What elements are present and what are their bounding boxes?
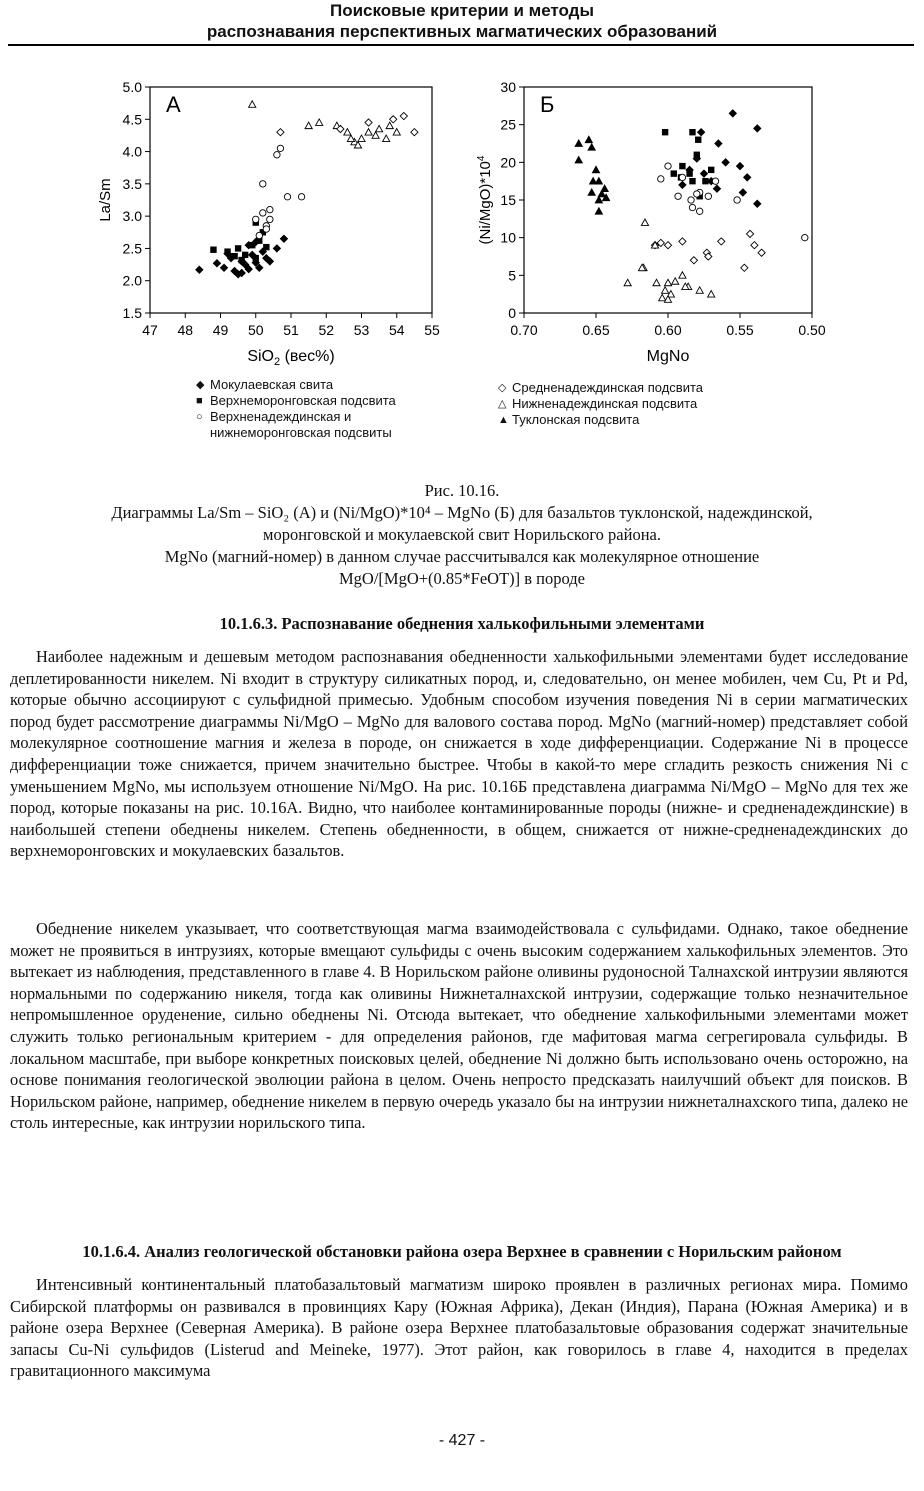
section-title-10-1-6-3: 10.1.6.3. Распознавание обеднения халькофильными элементами xyxy=(219,614,705,633)
data-point xyxy=(662,129,668,135)
legend-label: Средненадеждинская подсвита xyxy=(512,380,703,395)
x-tick-label: 55 xyxy=(424,322,440,338)
data-point xyxy=(298,194,304,200)
data-point xyxy=(400,112,407,119)
data-point xyxy=(695,137,701,143)
y-tick-label: 0 xyxy=(508,305,516,321)
filled-square-icon: ■ xyxy=(196,395,203,407)
data-point xyxy=(595,208,602,214)
data-point xyxy=(641,219,648,225)
data-point xyxy=(662,287,669,293)
running-header xyxy=(0,0,924,42)
data-point xyxy=(347,135,354,141)
data-point xyxy=(696,287,703,293)
legend-right xyxy=(498,380,798,428)
data-point xyxy=(744,174,751,181)
data-point xyxy=(679,238,686,245)
data-point xyxy=(575,140,582,146)
data-point xyxy=(595,196,602,202)
data-point xyxy=(679,181,686,188)
x-axis-label-subscript: 2 xyxy=(274,356,281,368)
data-series-triangle-filled xyxy=(575,136,610,214)
data-point xyxy=(696,208,702,214)
y-tick-label: 5 xyxy=(508,267,516,284)
data-point xyxy=(253,255,259,261)
data-point xyxy=(220,264,227,271)
data-point xyxy=(715,140,722,147)
header-rule xyxy=(8,44,914,46)
y-tick-label: 25 xyxy=(500,116,516,133)
paragraph: Наиболее надежным и дешевым методом распознавания обедненности халькофильными элементами будет исследование деплетированности никелем. Ni входит в структуру силикатных пород, и, следовательно, он менее мобилен, чем Cu, Pt и Pd, которые обычно ассоциируют с сульфидной примесью. Удобным способом изучения поведения Ni в серии магматических пород будет рассмотрение диаграммы Ni/MgO – MgNo для валового состава пород. MgNo (магний-номер) представляет собой молекулярное соотношение магния и железа в породе, он снижается в ходе дифференциации. Содержание Ni в процессе дифференциации тоже снижается, причем значительно быстрее. Чтобы в какой-то мере сгладить резкость снижения Ni с уменьшением MgNo, мы используем отношение Ni/MgO. На рис. 10.16Б представлена диаграмма Ni/MgO – MgNo для тех же пород, которые показаны на рис. 10.16А. Видно, что наиболее контаминированные породы (нижне- и средненадеждинские) в наибольшей степени обеднены никелем. Степень обедненности, в общем, снижается от нижне-средненадеждинских до верхнеморонговских и мокулаевских базальтов. xyxy=(10,647,908,861)
y-tick-label: 4.5 xyxy=(122,111,142,128)
data-point xyxy=(658,176,664,182)
data-series-circle-open xyxy=(253,145,305,239)
legend-item-lower-nadezhdinsk xyxy=(498,396,798,412)
open-triangle-icon: △ xyxy=(498,398,507,410)
legend-label: Верхненадеждинская и нижнеморонговская подсвиты xyxy=(210,409,392,440)
data-series-circle-open xyxy=(658,163,808,241)
legend-item-upper-nadezhdinsk xyxy=(196,409,486,441)
data-point xyxy=(700,170,707,177)
x-tick-label: 50 xyxy=(247,322,264,338)
data-point xyxy=(213,260,220,267)
data-point xyxy=(253,216,259,222)
caption-line5: MgO/[MgO+(0.85*FeOT)] в породе xyxy=(338,569,586,588)
data-point xyxy=(802,234,808,240)
data-point xyxy=(734,197,740,203)
data-point xyxy=(718,238,725,245)
data-point xyxy=(284,194,290,200)
data-point xyxy=(411,129,418,136)
data-point xyxy=(722,159,729,166)
data-point xyxy=(305,122,312,128)
x-tick-label: 0.60 xyxy=(654,322,682,338)
filled-triangle-icon: ▲ xyxy=(498,414,509,426)
data-point xyxy=(365,119,372,126)
caption-line4: MgNo (магний-номер) в данном случае рассчитывался как молекулярное отношение xyxy=(164,547,760,566)
data-point xyxy=(249,242,255,248)
data-point xyxy=(231,253,237,259)
data-point xyxy=(390,116,397,123)
y-tick-label: 2.0 xyxy=(122,272,142,289)
legend-label: Нижненадеждинская подсвита xyxy=(512,396,698,411)
y-tick-label: 4.0 xyxy=(122,143,142,160)
x-axis-label: MgNo xyxy=(646,348,690,365)
x-tick-label: 0.65 xyxy=(582,322,610,338)
x-tick-label: 0.55 xyxy=(726,322,754,338)
data-point xyxy=(588,144,595,150)
x-tick-label: 47 xyxy=(142,322,158,338)
legend-left xyxy=(196,377,486,441)
x-tick-label: 0.70 xyxy=(510,322,538,338)
legend-label: Мокулаевская свита xyxy=(210,377,334,392)
data-point xyxy=(698,129,705,136)
data-point xyxy=(708,167,714,173)
filled-diamond-icon: ◆ xyxy=(196,379,205,391)
data-point xyxy=(274,152,280,158)
caption-line1: Рис. 10.16. xyxy=(424,481,500,500)
y-tick-label: 10 xyxy=(500,229,516,246)
data-point xyxy=(601,185,608,191)
data-point xyxy=(386,122,393,128)
data-point xyxy=(689,129,695,135)
data-point xyxy=(383,135,390,141)
data-point xyxy=(210,247,216,253)
data-point xyxy=(741,264,748,271)
data-point xyxy=(679,174,685,180)
data-point xyxy=(702,178,708,184)
data-point xyxy=(689,178,695,184)
data-point xyxy=(754,125,761,132)
figure-plots xyxy=(90,74,850,374)
y-tick-label: 3.5 xyxy=(122,175,142,192)
x-axis-label-unit: (вес%) xyxy=(280,348,335,365)
data-point xyxy=(365,129,372,135)
data-point xyxy=(344,129,351,135)
x-tick-label: 52 xyxy=(318,322,335,338)
x-axis-label: SiO$_2$ (вес%) xyxy=(247,348,335,368)
x-tick-label: 53 xyxy=(353,322,370,338)
data-point xyxy=(260,181,266,187)
data-point xyxy=(653,279,660,285)
data-point xyxy=(664,279,671,285)
data-point xyxy=(754,200,761,207)
panel-label: Б xyxy=(540,92,555,117)
data-point xyxy=(267,206,273,212)
y-tick-label: 30 xyxy=(500,79,516,95)
data-point xyxy=(592,166,599,172)
data-series-diamond-filled xyxy=(679,110,761,208)
data-series-triangle-open xyxy=(249,101,401,148)
data-series-diamond-filled xyxy=(196,235,288,278)
data-point xyxy=(688,197,694,203)
y-tick-label: 1.5 xyxy=(122,305,142,321)
caption-line3: моронговской и мокулаевской свит Норильского района. xyxy=(263,525,661,544)
paragraph: Обеднение никелем указывает, что соответствующая магма взаимодействовала с сульфидами. Однако, такое обеднение может не проявиться в интрузиях, которые вмещают сульфиды с очень высоким содержанием халькофильных элементов. Это вытекает из наблюдения, представленного в главе 4. В Норильском районе оливины рудоносной Талнахской интрузии являются нормальными по содержанию никеля, тогда как оливины Нижнеталнахской интрузии, содержащие только незначительное непромышленное оруденение, сильно обеднены Ni. Отсюда вытекает, что обеднение халькофильными элементами может служить только региональным критерием - для определения районов, где мафитовая магма сегрегировала сульфиды. В локальном масштабе, при выборе конкретных поисковых целей, обеднение Ni должно быть использовано очень осторожно, на основе понимания геологической эволюции района в целом. Очень непросто предсказать наилучший объект для поисков. В Норильском районе, например, обеднение никелем в первую очередь указало бы на интрузии нижнеталнахского типа, далеко не столь интересные, как интрузии норильского типа. xyxy=(10,919,908,1133)
data-point xyxy=(679,163,685,169)
caption-line2: Диаграммы La/Sm – SiO₂ (А) и (Ni/MgO)*10⁴ – MgNo (Б) для базальтов туклонской, надеждинской, xyxy=(111,503,813,522)
data-point xyxy=(277,145,283,151)
data-point xyxy=(235,245,241,251)
data-point xyxy=(316,119,323,125)
paragraph: Интенсивный континентальный платобазальтовый магматизм широко проявлен в различных регионах мира. Помимо Сибирской платформы он развивался в провинциях Кару (Южная Африка), Декан (Индия), Парана (Южная Америка) и в районе озера Верхнее (Северная Америка). В районе озера Верхнее платобазальтовые образования содержат значительные запасы Cu-Ni сульфидов (Listerud and Meineke, 1977). Этот район, как говорилось в главе 4, находится в пределах гравитационного максимума xyxy=(10,1275,908,1381)
figure-10-16 xyxy=(90,74,850,459)
data-point xyxy=(746,230,753,237)
legend-item-mokulaev xyxy=(196,377,486,393)
data-point xyxy=(267,216,273,222)
data-point xyxy=(758,249,765,256)
x-tick-label: 51 xyxy=(283,322,299,338)
running-header-line1: Поисковые критерии и методы xyxy=(329,1,594,20)
data-point xyxy=(713,185,720,192)
data-point xyxy=(672,278,679,284)
section-title-10-1-6-4: 10.1.6.4. Анализ геологической обстановки района озера Верхнее в сравнении с Норильским районом xyxy=(82,1242,842,1261)
data-point xyxy=(263,226,269,232)
y-tick-label: 5.0 xyxy=(122,79,142,95)
data-point xyxy=(736,163,743,170)
y-tick-label: 20 xyxy=(500,154,516,171)
x-tick-label: 0.50 xyxy=(798,322,826,338)
data-point xyxy=(689,204,695,210)
data-point xyxy=(694,152,700,158)
data-point xyxy=(686,170,692,176)
data-series-triangle-open xyxy=(624,219,715,302)
data-point xyxy=(256,232,262,238)
data-point xyxy=(238,257,244,263)
open-circle-icon: ○ xyxy=(196,411,203,423)
data-point xyxy=(708,291,715,297)
running-header-line2: распознавания перспективных магматических образований xyxy=(206,22,718,41)
data-point xyxy=(224,248,230,254)
legend-label: Верхнеморонговская подсвита xyxy=(210,393,396,408)
data-point xyxy=(260,210,266,216)
data-point xyxy=(376,125,383,131)
y-tick-label: 2.5 xyxy=(122,240,142,257)
x-tick-label: 54 xyxy=(388,322,405,338)
y-tick-label: 3.0 xyxy=(122,208,142,225)
data-point xyxy=(273,245,280,252)
plot-frame xyxy=(150,87,432,313)
data-point xyxy=(372,132,379,138)
data-point xyxy=(588,189,595,195)
data-point xyxy=(739,189,746,196)
data-point xyxy=(705,193,711,199)
data-series-diamond-open xyxy=(651,230,765,271)
y-axis-label: La/Sm xyxy=(97,178,114,222)
data-point xyxy=(358,135,365,141)
data-point xyxy=(694,191,700,197)
data-point xyxy=(249,101,256,107)
data-point xyxy=(624,279,631,285)
data-point xyxy=(575,156,582,162)
y-axis-label: $(Ni/MgO)*10^4$ xyxy=(476,155,494,245)
data-point xyxy=(585,136,592,142)
legend-item-tuklonsk xyxy=(498,412,798,428)
open-diamond-icon: ◇ xyxy=(498,382,507,394)
data-point xyxy=(729,110,736,117)
y-axis-label-superscript: 4 xyxy=(476,155,487,162)
data-point xyxy=(280,235,287,242)
data-point xyxy=(665,163,671,169)
data-point xyxy=(751,242,758,249)
data-point xyxy=(664,242,671,249)
data-point xyxy=(671,170,677,176)
data-point xyxy=(590,178,597,184)
legend-item-middle-nadezhdinsk xyxy=(498,380,798,396)
data-point xyxy=(393,129,400,135)
panel-label: А xyxy=(166,92,181,117)
data-point xyxy=(263,244,269,250)
data-point xyxy=(712,178,718,184)
data-point xyxy=(675,193,681,199)
x-tick-label: 48 xyxy=(177,322,194,338)
data-point xyxy=(277,129,284,136)
figure-caption xyxy=(10,480,914,590)
legend-label: Туклонская подсвита xyxy=(512,412,640,427)
x-tick-label: 49 xyxy=(212,322,229,338)
legend-item-upper-morongovsk xyxy=(196,393,486,409)
y-tick-label: 15 xyxy=(500,192,516,208)
data-series-square-filled xyxy=(210,219,269,263)
data-point xyxy=(196,266,203,273)
data-point xyxy=(659,294,666,300)
page-number: - 427 - xyxy=(438,1432,486,1449)
data-point xyxy=(679,272,686,278)
data-point xyxy=(690,257,697,264)
